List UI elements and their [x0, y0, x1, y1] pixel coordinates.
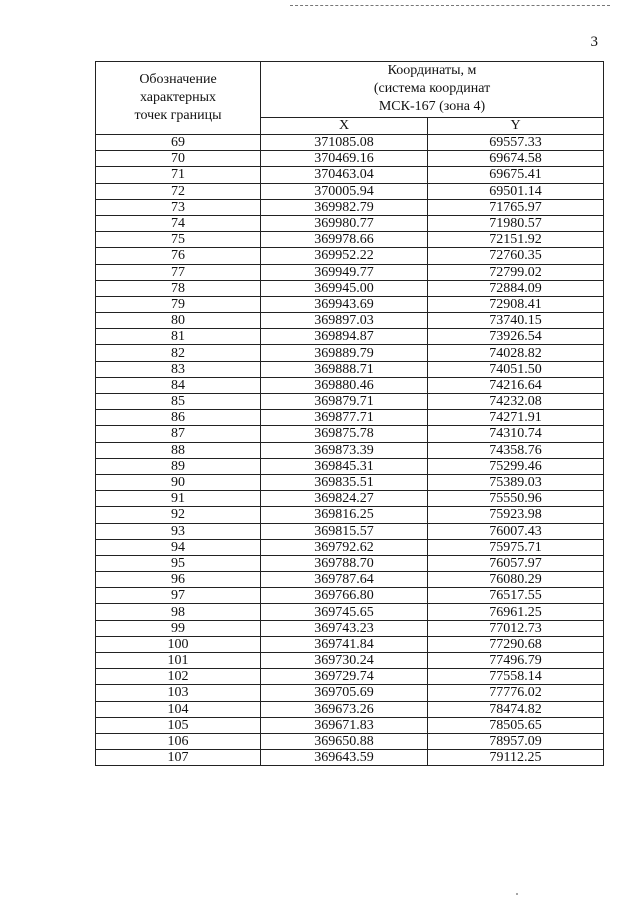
- y-coordinate-cell: 78957.09: [428, 733, 604, 749]
- y-coordinate-cell: 69675.41: [428, 167, 604, 183]
- y-coordinate-cell: 75550.96: [428, 491, 604, 507]
- table-row: [96, 199, 604, 215]
- x-coordinate-cell: 369888.71: [261, 361, 428, 377]
- x-coordinate-cell: 369949.77: [261, 264, 428, 280]
- table-row: [96, 507, 604, 523]
- y-coordinate-cell: 74216.64: [428, 377, 604, 393]
- table-row: [96, 248, 604, 264]
- table-row: [96, 394, 604, 410]
- x-coordinate-cell: 369730.24: [261, 653, 428, 669]
- table-row: [96, 264, 604, 280]
- y-coordinate-cell: 77776.02: [428, 685, 604, 701]
- point-number-cell: 75: [96, 232, 261, 248]
- point-number-cell: 104: [96, 701, 261, 717]
- y-coordinate-cell: 71980.57: [428, 215, 604, 231]
- y-coordinate-cell: 78474.82: [428, 701, 604, 717]
- x-coordinate-cell: 369952.22: [261, 248, 428, 264]
- point-designation-header: [96, 62, 261, 135]
- table-row: [96, 345, 604, 361]
- x-coordinate-cell: 370005.94: [261, 183, 428, 199]
- x-coordinate-cell: 369982.79: [261, 199, 428, 215]
- y-coordinate-cell: 72908.41: [428, 296, 604, 312]
- x-coordinate-cell: 371085.08: [261, 135, 428, 151]
- table-row: [96, 620, 604, 636]
- point-number-cell: 97: [96, 588, 261, 604]
- x-coordinate-cell: 369978.66: [261, 232, 428, 248]
- point-number-cell: 79: [96, 296, 261, 312]
- point-number-cell: 102: [96, 669, 261, 685]
- table-row: [96, 474, 604, 490]
- point-number-cell: 106: [96, 733, 261, 749]
- y-coordinate-cell: 74028.82: [428, 345, 604, 361]
- point-number-cell: 83: [96, 361, 261, 377]
- point-number-cell: 69: [96, 135, 261, 151]
- table-row: [96, 183, 604, 199]
- x-coordinate-cell: 369788.70: [261, 555, 428, 571]
- table-row: [96, 636, 604, 652]
- y-coordinate-cell: 72799.02: [428, 264, 604, 280]
- table-row: [96, 296, 604, 312]
- x-column-header: X: [261, 117, 428, 134]
- x-coordinate-cell: 369705.69: [261, 685, 428, 701]
- x-coordinate-cell: 369880.46: [261, 377, 428, 393]
- point-number-cell: 74: [96, 215, 261, 231]
- point-number-cell: 90: [96, 474, 261, 490]
- table-body: [96, 135, 604, 766]
- x-coordinate-cell: 369745.65: [261, 604, 428, 620]
- table-row: [96, 523, 604, 539]
- x-coordinate-cell: 369741.84: [261, 636, 428, 652]
- table-row: [96, 329, 604, 345]
- point-number-cell: 73: [96, 199, 261, 215]
- coordinates-table: [95, 61, 604, 766]
- page-number: 3: [590, 34, 598, 50]
- point-number-cell: 105: [96, 717, 261, 733]
- y-coordinate-cell: 77012.73: [428, 620, 604, 636]
- y-coordinate-cell: 69674.58: [428, 151, 604, 167]
- point-header-line-3: точек границы: [134, 108, 222, 123]
- x-coordinate-cell: 369671.83: [261, 717, 428, 733]
- y-coordinate-cell: 69501.14: [428, 183, 604, 199]
- y-coordinate-cell: 69557.33: [428, 135, 604, 151]
- coords-header-line-3: МСК-167 (зона 4): [378, 99, 486, 115]
- x-coordinate-cell: 369980.77: [261, 215, 428, 231]
- table-row: [96, 701, 604, 717]
- x-coordinate-cell: 369845.31: [261, 458, 428, 474]
- point-number-cell: 92: [96, 507, 261, 523]
- y-coordinate-cell: 78505.65: [428, 717, 604, 733]
- point-number-cell: 71: [96, 167, 261, 183]
- y-coordinate-cell: 74358.76: [428, 442, 604, 458]
- point-number-cell: 78: [96, 280, 261, 296]
- point-number-cell: 101: [96, 653, 261, 669]
- y-column-header: Y: [428, 117, 604, 134]
- x-coordinate-cell: 370469.16: [261, 151, 428, 167]
- x-coordinate-cell: 369943.69: [261, 296, 428, 312]
- y-coordinate-cell: 76007.43: [428, 523, 604, 539]
- x-coordinate-cell: 369889.79: [261, 345, 428, 361]
- point-number-cell: 87: [96, 426, 261, 442]
- x-coordinate-cell: 369879.71: [261, 394, 428, 410]
- table-row: [96, 539, 604, 555]
- x-coordinate-cell: 369643.59: [261, 750, 428, 766]
- y-coordinate-cell: 77558.14: [428, 669, 604, 685]
- x-coordinate-cell: 369743.23: [261, 620, 428, 636]
- coords-header-line-1: Координаты, м: [387, 63, 477, 79]
- y-coordinate-cell: 76057.97: [428, 555, 604, 571]
- y-coordinate-cell: 75923.98: [428, 507, 604, 523]
- y-coordinate-cell: 72760.35: [428, 248, 604, 264]
- point-number-cell: 70: [96, 151, 261, 167]
- x-coordinate-cell: 369824.27: [261, 491, 428, 507]
- point-header-line-1: Обозначение: [139, 72, 217, 87]
- y-coordinate-cell: 72884.09: [428, 280, 604, 296]
- point-number-cell: 94: [96, 539, 261, 555]
- y-coordinate-cell: 77496.79: [428, 653, 604, 669]
- top-dashed-rule: [290, 5, 610, 6]
- x-coordinate-cell: 369816.25: [261, 507, 428, 523]
- y-coordinate-cell: 75975.71: [428, 539, 604, 555]
- coords-header-line-2: (система координат: [373, 81, 491, 97]
- table-row: [96, 685, 604, 701]
- table-row: [96, 442, 604, 458]
- table-row: [96, 135, 604, 151]
- table-row: [96, 653, 604, 669]
- y-coordinate-cell: 75299.46: [428, 458, 604, 474]
- x-coordinate-cell: 369877.71: [261, 410, 428, 426]
- point-number-cell: 80: [96, 313, 261, 329]
- point-number-cell: 107: [96, 750, 261, 766]
- table-row: [96, 491, 604, 507]
- y-coordinate-cell: 76961.25: [428, 604, 604, 620]
- y-coordinate-cell: 76080.29: [428, 572, 604, 588]
- table-row: [96, 458, 604, 474]
- x-coordinate-cell: 370463.04: [261, 167, 428, 183]
- point-number-cell: 103: [96, 685, 261, 701]
- x-coordinate-cell: 369787.64: [261, 572, 428, 588]
- y-coordinate-cell: 74271.91: [428, 410, 604, 426]
- y-coordinate-cell: 77290.68: [428, 636, 604, 652]
- coordinates-header: [261, 62, 604, 118]
- table-row: [96, 215, 604, 231]
- table-row: [96, 588, 604, 604]
- table-row: [96, 280, 604, 296]
- x-coordinate-cell: 369945.00: [261, 280, 428, 296]
- x-coordinate-cell: 369673.26: [261, 701, 428, 717]
- x-coordinate-cell: 369729.74: [261, 669, 428, 685]
- table-row: [96, 232, 604, 248]
- point-number-cell: 72: [96, 183, 261, 199]
- x-coordinate-cell: 369766.80: [261, 588, 428, 604]
- table-row: [96, 167, 604, 183]
- x-coordinate-cell: 369835.51: [261, 474, 428, 490]
- x-coordinate-cell: 369897.03: [261, 313, 428, 329]
- table-row: [96, 555, 604, 571]
- table-row: [96, 410, 604, 426]
- point-number-cell: 96: [96, 572, 261, 588]
- y-coordinate-cell: 75389.03: [428, 474, 604, 490]
- table-row: [96, 572, 604, 588]
- y-coordinate-cell: 74310.74: [428, 426, 604, 442]
- point-number-cell: 76: [96, 248, 261, 264]
- point-number-cell: 98: [96, 604, 261, 620]
- table-row: [96, 377, 604, 393]
- point-number-cell: 77: [96, 264, 261, 280]
- table-row: [96, 313, 604, 329]
- y-coordinate-cell: 76517.55: [428, 588, 604, 604]
- y-coordinate-cell: 73926.54: [428, 329, 604, 345]
- point-number-cell: 93: [96, 523, 261, 539]
- scan-speck: [516, 893, 518, 895]
- y-coordinate-cell: 73740.15: [428, 313, 604, 329]
- table-row: [96, 426, 604, 442]
- x-coordinate-cell: 369650.88: [261, 733, 428, 749]
- point-number-cell: 99: [96, 620, 261, 636]
- y-coordinate-cell: 79112.25: [428, 750, 604, 766]
- y-coordinate-cell: 74232.08: [428, 394, 604, 410]
- x-coordinate-cell: 369894.87: [261, 329, 428, 345]
- table-row: [96, 604, 604, 620]
- point-number-cell: 95: [96, 555, 261, 571]
- y-coordinate-cell: 72151.92: [428, 232, 604, 248]
- point-header-line-2: характерных: [139, 90, 217, 105]
- y-coordinate-cell: 71765.97: [428, 199, 604, 215]
- point-number-cell: 100: [96, 636, 261, 652]
- x-coordinate-cell: 369875.78: [261, 426, 428, 442]
- point-number-cell: 81: [96, 329, 261, 345]
- point-number-cell: 82: [96, 345, 261, 361]
- x-coordinate-cell: 369792.62: [261, 539, 428, 555]
- table-row: [96, 361, 604, 377]
- point-number-cell: 86: [96, 410, 261, 426]
- point-number-cell: 88: [96, 442, 261, 458]
- table-row: [96, 733, 604, 749]
- point-number-cell: 85: [96, 394, 261, 410]
- table-row: [96, 669, 604, 685]
- table-row: [96, 151, 604, 167]
- table-row: [96, 750, 604, 766]
- y-coordinate-cell: 74051.50: [428, 361, 604, 377]
- x-coordinate-cell: 369873.39: [261, 442, 428, 458]
- table-row: [96, 717, 604, 733]
- x-coordinate-cell: 369815.57: [261, 523, 428, 539]
- point-number-cell: 89: [96, 458, 261, 474]
- point-number-cell: 91: [96, 491, 261, 507]
- point-number-cell: 84: [96, 377, 261, 393]
